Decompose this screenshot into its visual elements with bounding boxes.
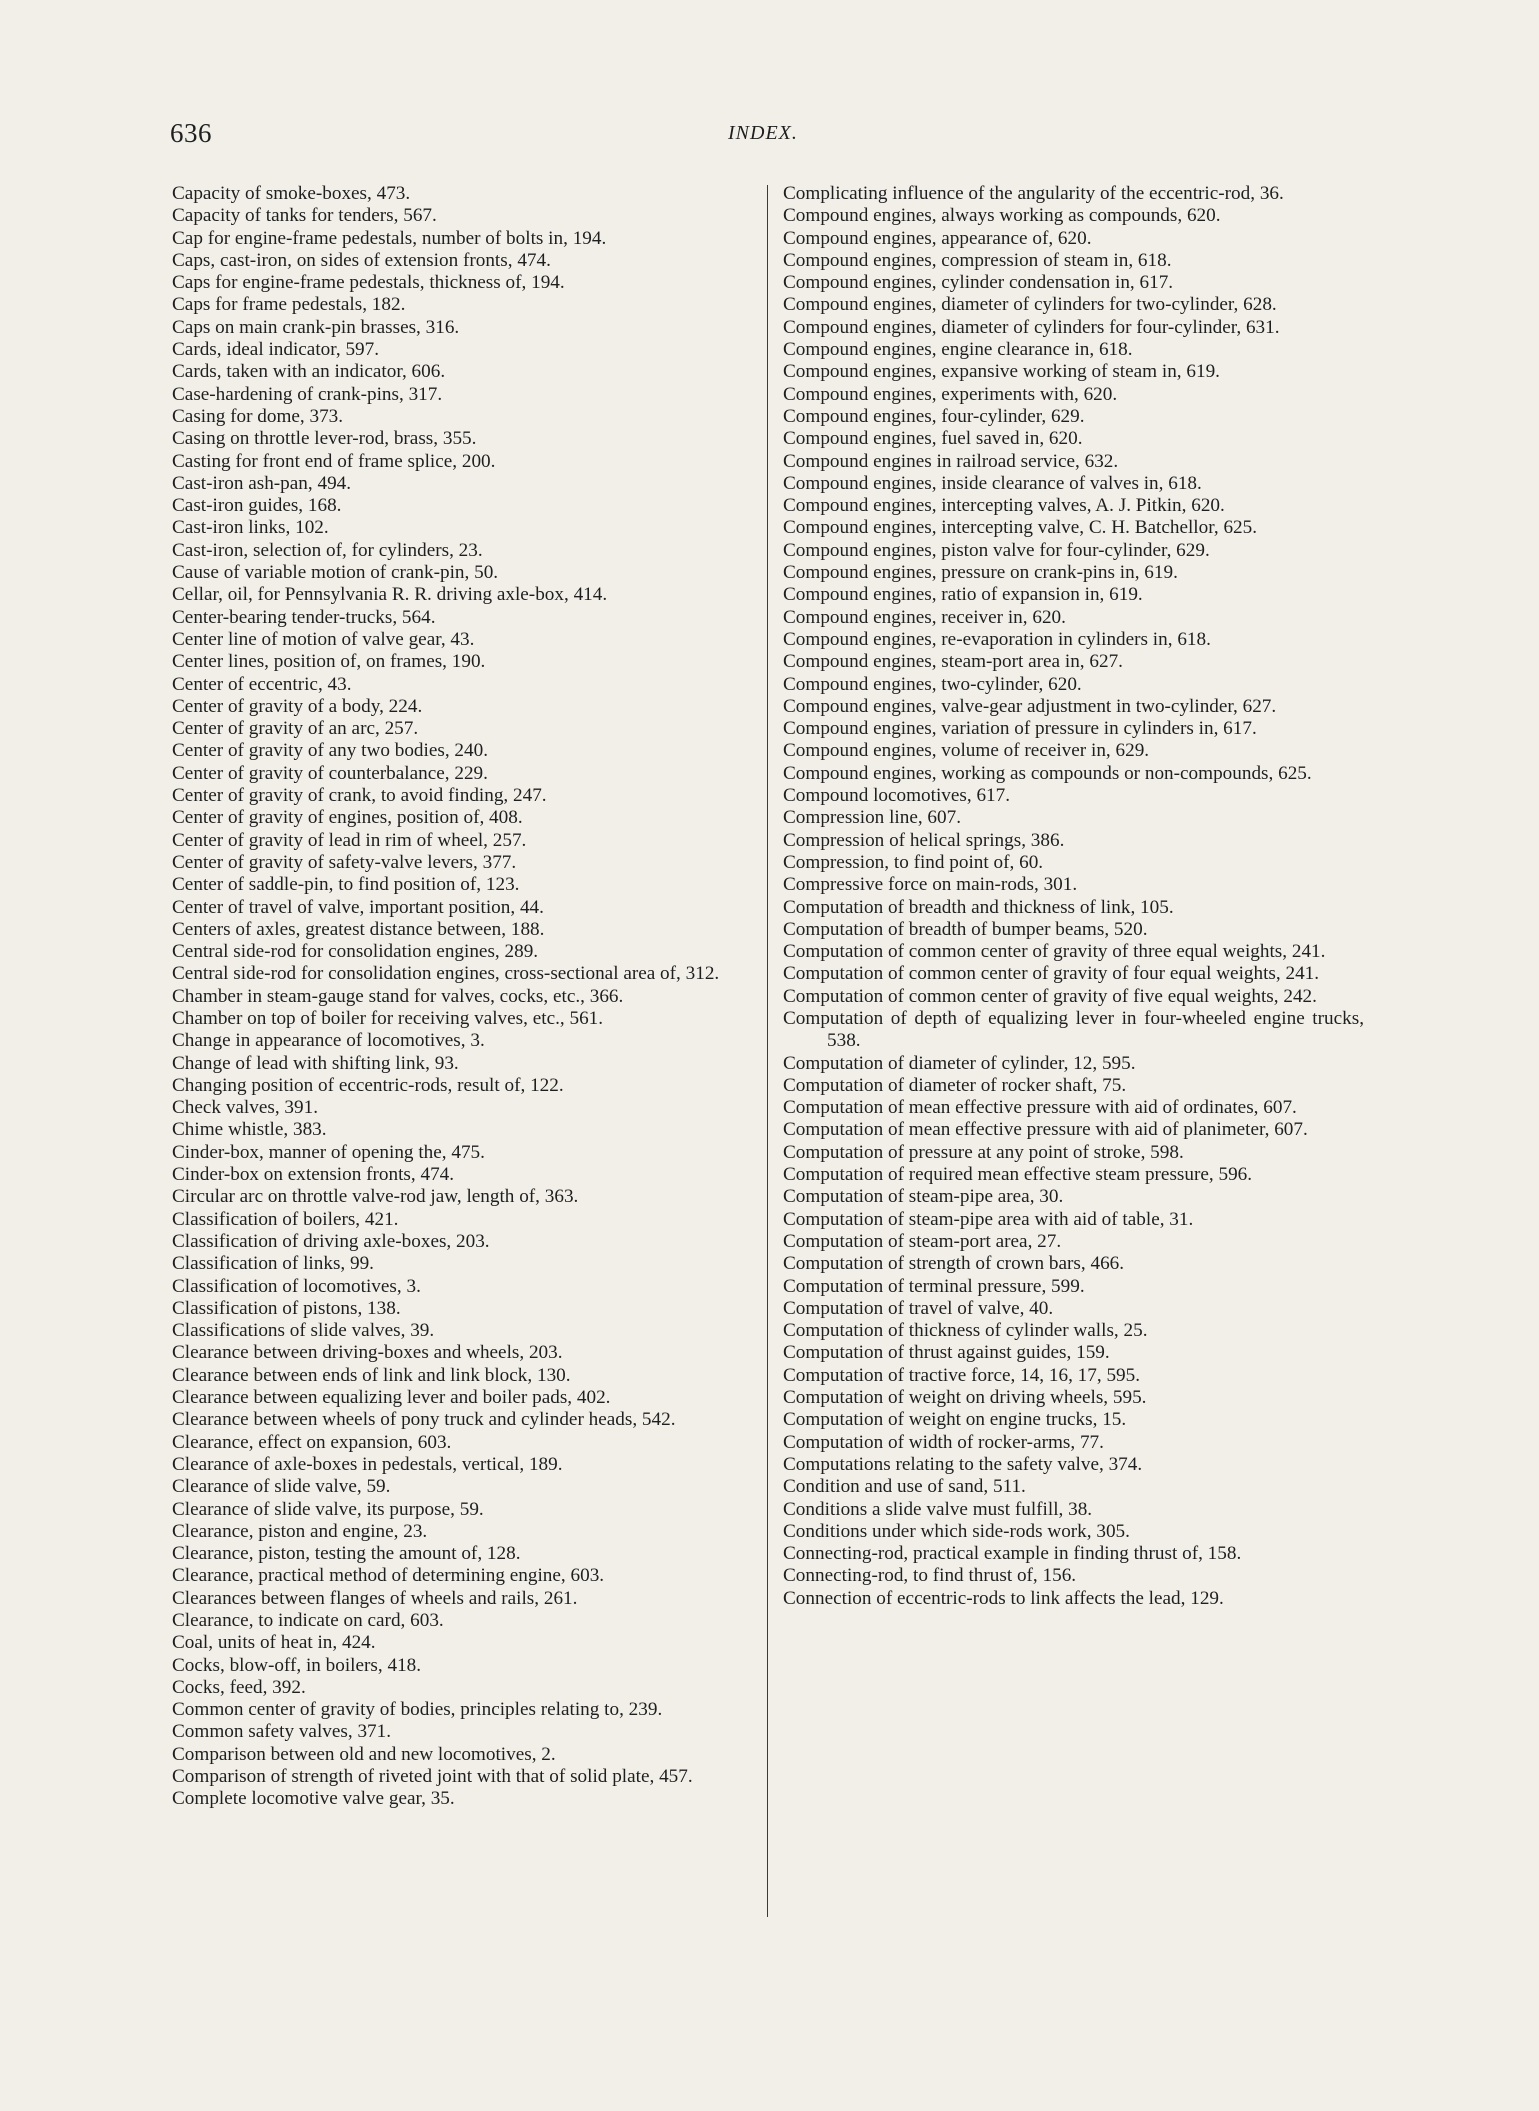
index-entry: Center of gravity of engines, position of, 408.	[172, 807, 523, 829]
index-entry: Compressive force on main-rods, 301.	[783, 874, 1078, 896]
index-entry: Complicating influence of the angularity of the eccentric-rod, 36.	[783, 183, 1284, 204]
index-entry: Centers of axles, greatest distance between, 188.	[172, 918, 545, 940]
index-entry: Clearance of slide valve, 59.	[172, 1476, 391, 1498]
index-entry: Change of lead with shifting link, 93.	[172, 1052, 459, 1074]
index-entry: Clearance between driving-boxes and wheels, 203.	[172, 1342, 563, 1364]
index-entry: Compound locomotives, 617.	[783, 785, 1011, 807]
index-entry: Cinder-box, manner of opening the, 475.	[172, 1141, 485, 1163]
index-entry: Center of gravity of crank, to avoid finding, 247.	[172, 785, 547, 807]
index-entry: Computation of weight on engine trucks, 15.	[783, 1409, 1127, 1431]
index-entry: Compound engines, four-cylinder, 629.	[783, 405, 1085, 427]
index-entry: Classification of locomotives, 3.	[172, 1275, 421, 1297]
index-entry: Connection of eccentric-rods to link affects the lead, 129.	[783, 1587, 1224, 1609]
index-entry: Comparison between old and new locomotives, 2.	[172, 1743, 556, 1765]
index-entry: Caps for frame pedestals, 182.	[172, 294, 406, 316]
index-entry: Center of eccentric, 43.	[172, 673, 352, 695]
index-entry: Compound engines, diameter of cylinders for two-cylinder, 628.	[783, 294, 1277, 316]
index-entry: Computation of required mean effective steam pressure, 596.	[783, 1164, 1253, 1186]
index-entry: Connecting-rod, to find thrust of, 156.	[783, 1565, 1077, 1587]
index-entry: Comparison of strength of riveted joint with that of solid plate, 457.	[172, 1766, 693, 1788]
index-entry: Conditions a slide valve must fulfill, 38.	[783, 1498, 1093, 1520]
index-entry: Computation of steam-port area, 27.	[783, 1230, 1062, 1252]
index-entry: Compound engines, intercepting valve, C. H. Batchellor, 625.	[783, 517, 1258, 539]
index-entry: Computation of terminal pressure, 599.	[783, 1275, 1085, 1297]
index-entry: Coal, units of heat in, 424.	[172, 1632, 376, 1654]
index-entry: Compound engines, re-evaporation in cylinders in, 618.	[783, 628, 1211, 650]
index-entry: Casing on throttle lever-rod, brass, 355.	[172, 428, 477, 450]
index-entry: Computation of common center of gravity of three equal weights, 241.	[783, 941, 1326, 963]
index-entry: Classification of pistons, 138.	[172, 1297, 401, 1319]
index-entry: Computation of mean effective pressure with aid of planimeter, 607.	[783, 1119, 1308, 1141]
index-entry: Compound engines, valve-gear adjustment in two-cylinder, 627.	[783, 695, 1277, 717]
index-entry: Center-bearing tender-trucks, 564.	[172, 606, 436, 628]
index-entry: Clearance between equalizing lever and boiler pads, 402.	[172, 1387, 611, 1409]
index-column-left	[172, 183, 755, 1811]
index-entry: Compound engines, ratio of expansion in, 619.	[783, 584, 1143, 606]
index-entry: Capacity of tanks for tenders, 567.	[172, 205, 437, 227]
index-entry: Cause of variable motion of crank-pin, 50.	[172, 562, 499, 584]
index-entry: Compound engines, pressure on crank-pins in, 619.	[783, 562, 1178, 584]
index-entry: Cards, taken with an indicator, 606.	[172, 361, 446, 383]
index-entry: Compound engines, volume of receiver in, 629.	[783, 740, 1150, 762]
index-entry: Cast-iron links, 102.	[172, 517, 329, 539]
index-entry: Computation of depth of equalizing lever in four-wheeled engine trucks, 538.	[783, 1007, 1364, 1052]
index-entry: Compound engines, always working as compounds, 620.	[783, 205, 1221, 227]
index-entry: Compression, to find point of, 60.	[783, 851, 1044, 873]
index-entry: Computation of mean effective pressure with aid of ordinates, 607.	[783, 1097, 1297, 1119]
index-entry: Cellar, oil, for Pennsylvania R. R. driving axle-box, 414.	[172, 584, 608, 606]
index-entry: Compound engines, diameter of cylinders for four-cylinder, 631.	[783, 316, 1280, 338]
index-entry: Center of gravity of lead in rim of wheel, 257.	[172, 829, 527, 851]
index-entry: Center of gravity of any two bodies, 240.	[172, 740, 488, 762]
index-entry: Computation of steam-pipe area, 30.	[783, 1186, 1064, 1208]
index-entry: Cast-iron guides, 168.	[172, 495, 342, 517]
index-entry: Computation of common center of gravity of four equal weights, 241.	[783, 963, 1320, 985]
index-entry: Center line of motion of valve gear, 43.	[172, 628, 475, 650]
index-entry: Compound engines, engine clearance in, 618.	[783, 339, 1133, 361]
running-title: INDEX.	[728, 122, 798, 144]
index-entry: Central side-rod for consolidation engines, 289.	[172, 941, 539, 963]
index-entry: Computation of breadth and thickness of link, 105.	[783, 896, 1174, 918]
index-entry: Clearance, effect on expansion, 603.	[172, 1431, 452, 1453]
index-entry: Check valves, 391.	[172, 1097, 319, 1119]
index-entry: Center lines, position of, on frames, 190.	[172, 651, 486, 673]
index-entry: Caps on main crank-pin brasses, 316.	[172, 316, 460, 338]
index-entry: Clearance between wheels of pony truck and cylinder heads, 542.	[172, 1409, 676, 1431]
index-entry: Classification of links, 99.	[172, 1253, 374, 1275]
index-entry: Computation of tractive force, 14, 16, 17, 595.	[783, 1364, 1141, 1386]
index-entry: Compound engines, variation of pressure in cylinders in, 617.	[783, 718, 1257, 740]
index-entry: Center of travel of valve, important position, 44.	[172, 896, 544, 918]
column-divider	[767, 185, 768, 1917]
index-entry: Clearance of slide valve, its purpose, 59.	[172, 1498, 484, 1520]
index-entry: Clearance, piston and engine, 23.	[172, 1520, 428, 1542]
index-entry: Clearance, piston, testing the amount of, 128.	[172, 1543, 521, 1565]
index-entry: Center of saddle-pin, to find position of, 123.	[172, 874, 520, 896]
index-entry: Compound engines, expansive working of steam in, 619.	[783, 361, 1220, 383]
index-entry: Connecting-rod, practical example in finding thrust of, 158.	[783, 1543, 1242, 1565]
index-entry: Conditions under which side-rods work, 305.	[783, 1520, 1130, 1542]
index-entry: Complete locomotive valve gear, 35.	[172, 1788, 455, 1810]
index-entry: Classification of boilers, 421.	[172, 1208, 399, 1230]
index-entry: Chime whistle, 383.	[172, 1119, 327, 1141]
index-entry: Caps for engine-frame pedestals, thickness of, 194.	[172, 272, 565, 294]
index-entry: Case-hardening of crank-pins, 317.	[172, 383, 443, 405]
index-entry: Computation of thickness of cylinder walls, 25.	[783, 1320, 1148, 1342]
index-entry: Computation of diameter of cylinder, 12, 595.	[783, 1052, 1136, 1074]
index-entry: Cast-iron ash-pan, 494.	[172, 472, 352, 494]
index-entry: Central side-rod for consolidation engines, cross-sectional area of, 312.	[172, 963, 720, 985]
index-entry: Change in appearance of locomotives, 3.	[172, 1030, 485, 1052]
index-entry: Compound engines, cylinder condensation in, 617.	[783, 272, 1174, 294]
index-entry: Clearances between flanges of wheels and rails, 261.	[172, 1587, 578, 1609]
index-entry: Compound engines, compression of steam in, 618.	[783, 249, 1172, 271]
index-entry: Classifications of slide valves, 39.	[172, 1320, 435, 1342]
index-entry: Common center of gravity of bodies, principles relating to, 239.	[172, 1699, 663, 1721]
index-entry: Compression of helical springs, 386.	[783, 829, 1065, 851]
index-entry: Computation of strength of crown bars, 466.	[783, 1253, 1125, 1275]
index-entry: Circular arc on throttle valve-rod jaw, length of, 363.	[172, 1186, 579, 1208]
index-entry: Caps, cast-iron, on sides of extension fronts, 474.	[172, 249, 551, 271]
index-column-right	[783, 183, 1364, 1610]
index-entry: Center of gravity of counterbalance, 229.	[172, 762, 488, 784]
index-entry: Common safety valves, 371.	[172, 1721, 392, 1743]
index-entry: Computation of weight on driving wheels, 595.	[783, 1387, 1147, 1409]
index-entry: Compound engines, fuel saved in, 620.	[783, 428, 1083, 450]
index-entry: Center of gravity of safety-valve levers, 377.	[172, 851, 517, 873]
index-entry: Clearance, to indicate on card, 603.	[172, 1610, 444, 1631]
index-entry: Center of gravity of an arc, 257.	[172, 718, 419, 740]
index-entry: Compression line, 607.	[783, 807, 962, 829]
index-entry: Classification of driving axle-boxes, 203.	[172, 1230, 490, 1252]
index-entry: Computations relating to the safety valve, 374.	[783, 1453, 1143, 1475]
index-entry: Cap for engine-frame pedestals, number of bolts in, 194.	[172, 227, 607, 249]
index-entry: Computation of thrust against guides, 159.	[783, 1342, 1110, 1364]
index-entry: Computation of common center of gravity of five equal weights, 242.	[783, 985, 1317, 1007]
index-entry: Center of gravity of a body, 224.	[172, 695, 423, 717]
index-entry: Cocks, feed, 392.	[172, 1676, 306, 1698]
index-entry: Condition and use of sand, 511.	[783, 1476, 1026, 1498]
index-entry: Changing position of eccentric-rods, result of, 122.	[172, 1074, 564, 1096]
index-entry: Compound engines, inside clearance of valves in, 618.	[783, 472, 1202, 494]
page-number: 636	[170, 118, 212, 148]
index-entry: Clearance of axle-boxes in pedestals, vertical, 189.	[172, 1453, 563, 1475]
index-entry: Compound engines, receiver in, 620.	[783, 606, 1066, 628]
index-entry: Compound engines, appearance of, 620.	[783, 227, 1092, 249]
index-entry: Cast-iron, selection of, for cylinders, 23.	[172, 539, 483, 561]
index-entry: Clearance, practical method of determining engine, 603.	[172, 1565, 605, 1587]
index-entry: Compound engines, experiments with, 620.	[783, 383, 1118, 405]
index-entry: Clearance between ends of link and link block, 130.	[172, 1364, 571, 1386]
index-entry: Cinder-box on extension fronts, 474.	[172, 1164, 455, 1186]
index-entry: Capacity of smoke-boxes, 473.	[172, 183, 411, 204]
index-entry: Cocks, blow-off, in boilers, 418.	[172, 1654, 422, 1676]
index-entry: Compound engines, two-cylinder, 620.	[783, 673, 1082, 695]
index-entry: Casting for front end of frame splice, 200.	[172, 450, 496, 472]
index-entry: Compound engines, intercepting valves, A. J. Pitkin, 620.	[783, 495, 1225, 517]
index-entry: Computation of pressure at any point of stroke, 598.	[783, 1141, 1184, 1163]
index-entry: Compound engines, working as compounds or non-compounds, 625.	[783, 762, 1312, 784]
index-entry: Computation of width of rocker-arms, 77.	[783, 1431, 1104, 1453]
index-entry: Cards, ideal indicator, 597.	[172, 339, 380, 361]
index-entry: Compound engines, piston valve for four-cylinder, 629.	[783, 539, 1210, 561]
index-entry: Casing for dome, 373.	[172, 405, 344, 427]
index-entry: Chamber in steam-gauge stand for valves, cocks, etc., 366.	[172, 985, 624, 1007]
index-entry: Computation of travel of valve, 40.	[783, 1297, 1054, 1319]
index-entry: Chamber on top of boiler for receiving valves, etc., 561.	[172, 1007, 604, 1029]
index-entry: Compound engines in railroad service, 632.	[783, 450, 1119, 472]
index-entry: Computation of diameter of rocker shaft, 75.	[783, 1074, 1127, 1096]
index-entry: Compound engines, steam-port area in, 627.	[783, 651, 1123, 673]
index-entry: Computation of steam-pipe area with aid of table, 31.	[783, 1208, 1194, 1230]
index-entry: Computation of breadth of bumper beams, 520.	[783, 918, 1148, 940]
